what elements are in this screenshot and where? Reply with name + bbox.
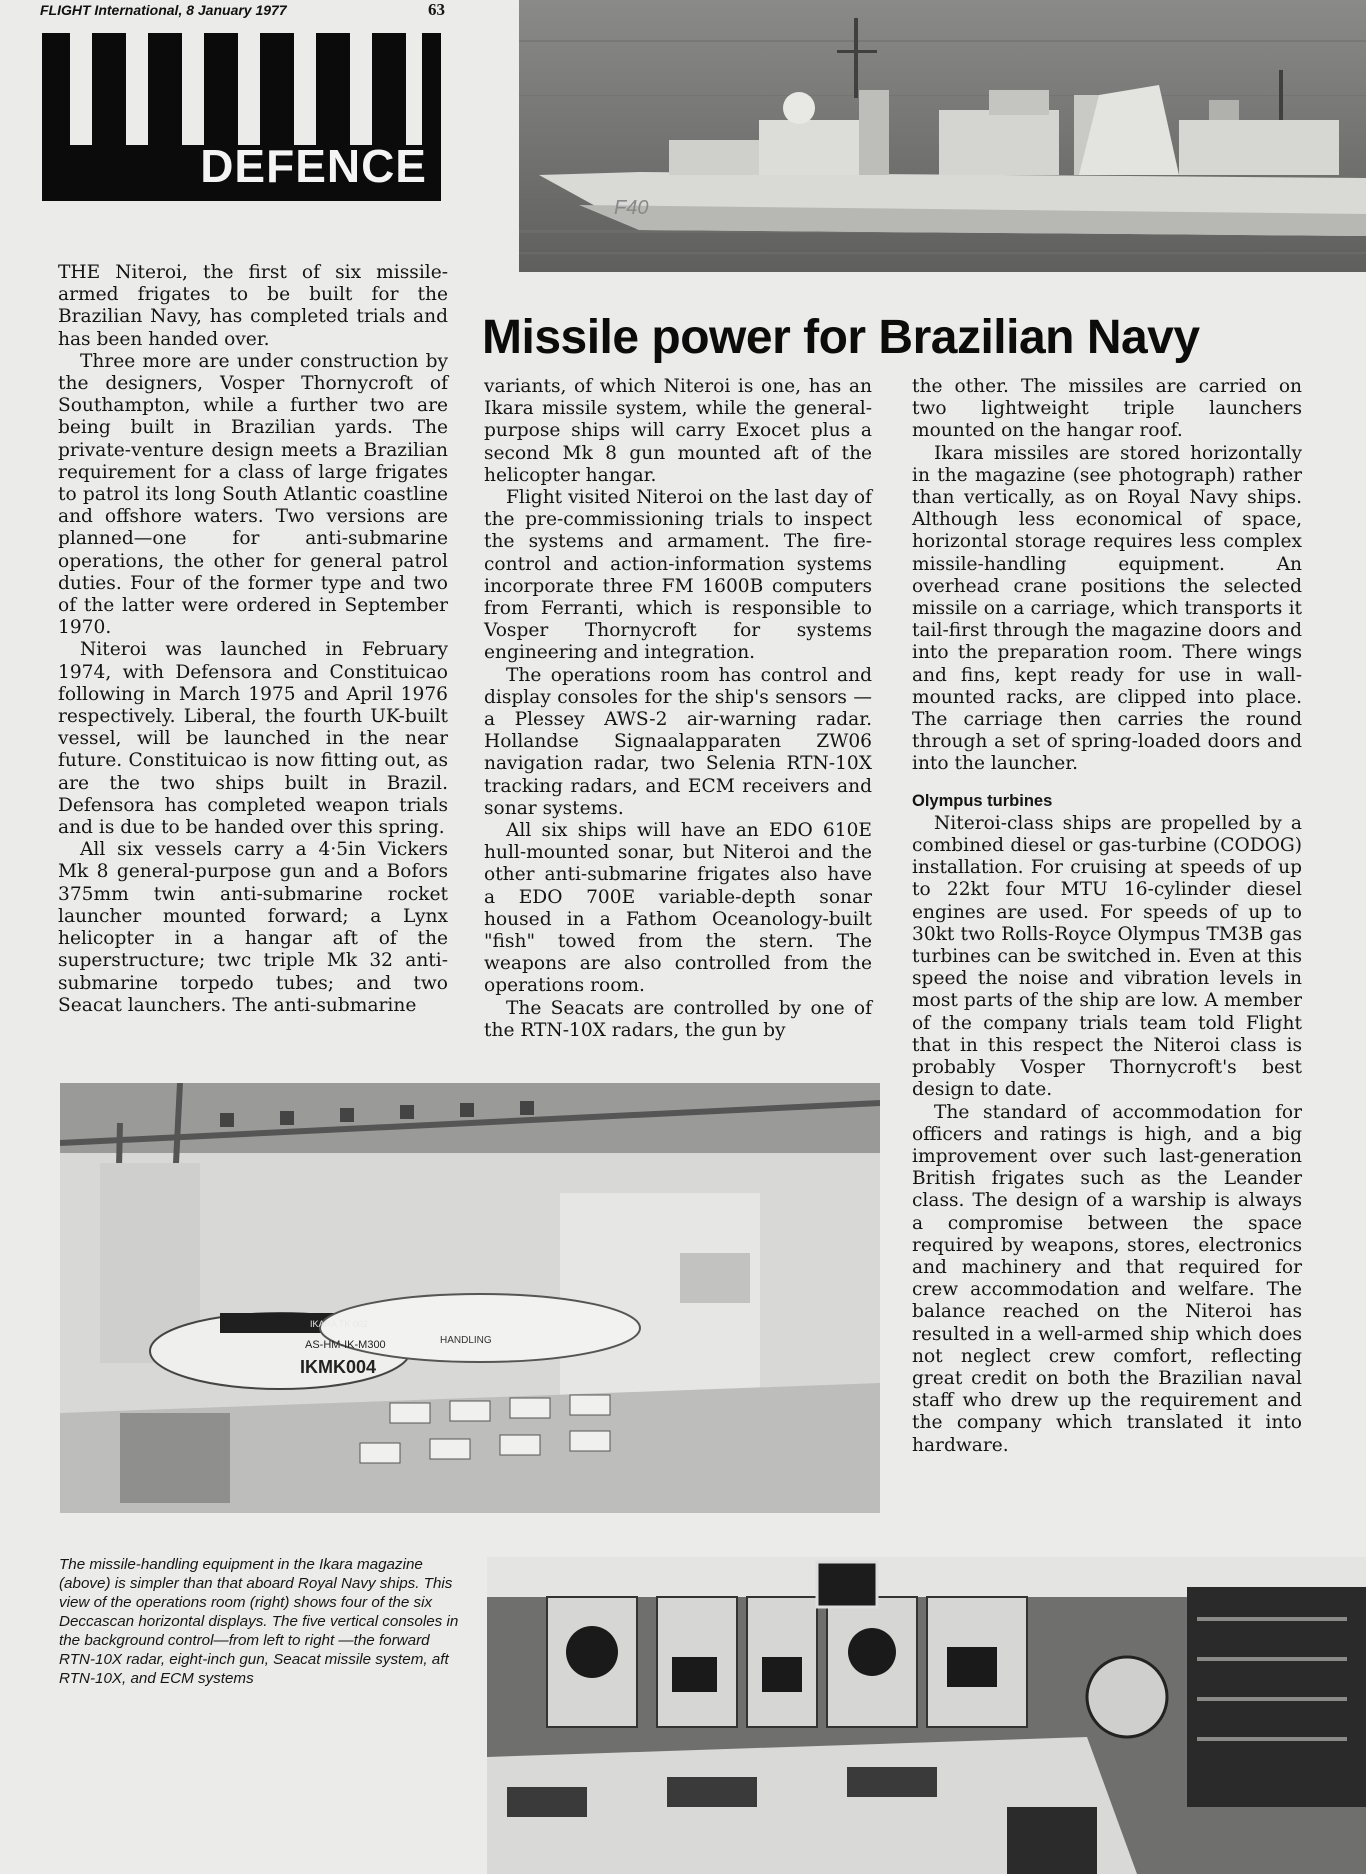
logo-stripe bbox=[126, 33, 148, 145]
article-column-2 bbox=[484, 376, 872, 1042]
page-number: 63 bbox=[428, 0, 445, 19]
missile-label: IKMK004 bbox=[300, 1357, 377, 1377]
missile-label: AS-HM-IK-M300 bbox=[305, 1339, 386, 1351]
paragraph: Niteroi-class ships are propelled by a combined diesel or gas-turbine (CODOG) installation. For cruising at speeds of up to 22kt four MTU 16-cylinder diesel engines are used. For speeds of up to 30kt two Rolls-Royce Olympus TM3B gas turbines can be switched in. Even at this speed the noise and vibration levels in most parts of the ship are low. A member of the company trials team told Flight that in this respect the Niteroi class is probably Vosper Thornycroft's best design to date. bbox=[912, 812, 1302, 1101]
operations-room-photo bbox=[487, 1557, 1366, 1874]
running-head: FLIGHT International, 8 January 1977 bbox=[40, 2, 287, 18]
paragraph: variants, of which Niteroi is one, has an Ikara missile system, while the general-purpose ships will carry Exocet plus a second Mk 8 gun mounted aft of the helicopter hangar. bbox=[484, 376, 872, 486]
paragraph: Flight visited Niteroi on the last day of the pre-commissioning trials to inspect the systems and armament. The fire-control and action-information systems incorporate three FM 1600B computers from Ferranti, which is responsible to Vosper Thornycroft for systems engineering and integration. bbox=[484, 487, 872, 664]
logo-stripe bbox=[406, 33, 422, 145]
logo-stripe bbox=[70, 33, 92, 145]
paragraph: The operations room has control and display consoles for the ship's sensors —a Plessey AWS-2 air-warning radar. Hollandse Signaalapparaten ZW06 navigation radar, two Selenia RTN-10X tracking radars, and ECM receivers and sonar systems. bbox=[484, 664, 872, 819]
article-column-3 bbox=[912, 376, 1302, 1457]
section-label: DEFENCE bbox=[200, 140, 427, 192]
paragraph: The standard of accommodation for officers and ratings is high, and a big improvement over such last-generation British frigates such as the Leander class. The design of a warship is always a compromise between the space required by weapons, stores, electronics and machinery and that required for crew accommodation and welfare. The balance reached on the Niteroi has resulted in a well-armed ship which does not neglect crew comfort, reflecting great credit on both the Brazilian naval staff who drew up the requirement and the company which translated it into hardware. bbox=[912, 1101, 1302, 1456]
logo-stripe bbox=[182, 33, 204, 145]
magazine-photo bbox=[60, 1083, 880, 1513]
subheading: Olympus turbines bbox=[912, 791, 1053, 810]
logo-stripe bbox=[350, 33, 372, 145]
rack-label: HANDLING bbox=[440, 1335, 492, 1346]
missile-label: IKARA TK 002 bbox=[310, 1319, 368, 1329]
paragraph: All six ships will have an EDO 610E hull-mounted sonar, but Niteroi and the other anti-submarine frigates also have a EDO 700E variable-depth sonar housed in a Fathom Oceanology-built "fish" towed from the stern. The weapons are also controlled from the operations room. bbox=[484, 820, 872, 997]
paragraph: Ikara missiles are stored horizontally in the magazine (see photograph) rather than vertically, as on Royal Navy ships. Although less economical of space, horizontal storage requires less complex missile-handling equipment. An overhead crane positions the selected missile on a carriage, which transports it tail-first through the magazine doors and into the preparation room. There wings and fins, kept ready for use in wall-mounted racks, are clipped into place. The carriage then carries the round through a set of spring-loaded doors and into the launcher. bbox=[912, 442, 1302, 775]
paragraph: Three more are under construction by the designers, Vosper Thornycroft of Southampton, while a further two are being built in Brazilian yards. The private-venture design meets a Brazilian requirement for a class of large frigates to patrol its long South Atlantic coastline and offshore waters. Two versions are planned—one for anti-submarine operations, the other for general patrol duties. Four of the former type and two of the latter were ordered in September 1970. bbox=[58, 350, 448, 639]
paragraph: The Seacats are controlled by one of the RTN-10X radars, the gun by bbox=[484, 997, 872, 1041]
paragraph: the other. The missiles are carried on two lightweight triple launchers mounted on the hangar roof. bbox=[912, 376, 1302, 442]
section-logo bbox=[42, 33, 441, 201]
paragraph: Niteroi was launched in February 1974, with Defensora and Constituicao following in March 1975 and April 1976 respectively. Liberal, the fourth UK-built vessel, will be launched in the near future. Constituicao is now fitting out, as are the two ships built in Brazil. Defensora has completed weapon trials and is due to be handed over this spring. bbox=[58, 639, 448, 839]
article-column-1 bbox=[58, 262, 448, 1017]
logo-stripe bbox=[294, 33, 316, 145]
photo-caption: The missile-handling equipment in the Ikara magazine (above) is simpler than that aboard Royal Navy ships. This view of the operations room (right) shows four of the six Deccascan horizontal displays. The five vertical consoles in the background control—from left to right —the forward RTN-10X radar, eight-inch gun, Seacat missile system, aft RTN-10X, and ECM systems bbox=[59, 1556, 459, 1687]
headline: Missile power for Brazilian Navy bbox=[482, 311, 1200, 364]
ship-photo bbox=[519, 0, 1366, 272]
hull-marking: F40 bbox=[614, 197, 649, 219]
paragraph: All six vessels carry a 4·5in Vickers Mk 8 general-purpose gun and a Bofors 375mm twin anti-submarine rocket launcher mounted forward; a Lynx helicopter in a hangar aft of the superstructure; twc triple Mk 32 anti-submarine torpedo tubes; and two Seacat launchers. The anti-submarine bbox=[58, 839, 448, 1016]
paragraph: THE Niteroi, the first of six missile-armed frigates to be built for the Brazilian Navy, has completed trials and has been handed over. bbox=[58, 262, 448, 350]
logo-stripe bbox=[238, 33, 260, 145]
